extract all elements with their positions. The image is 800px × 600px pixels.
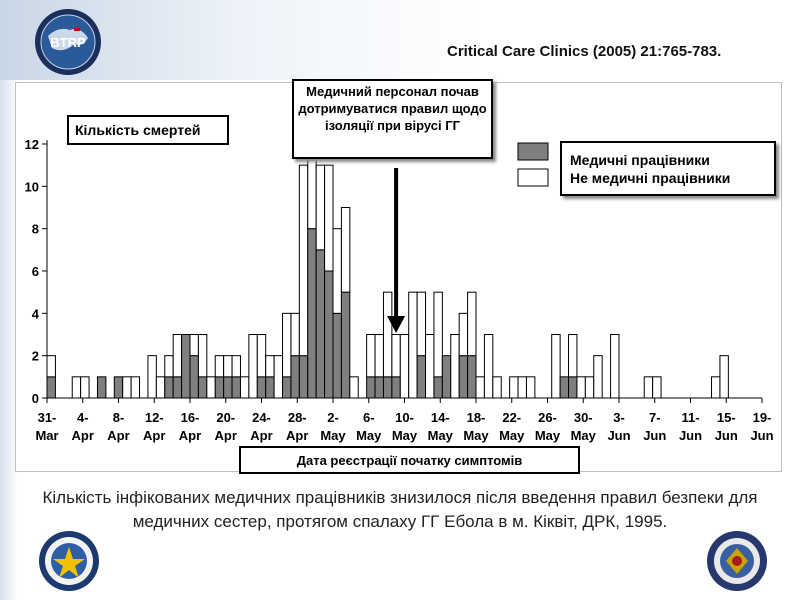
x-tick-label-day: 4- xyxy=(76,410,89,425)
x-tick-label-month: May xyxy=(391,428,418,443)
x-axis-label: Дата реєстрації початку симптомів xyxy=(239,446,580,474)
bar-non-health-workers xyxy=(400,335,408,399)
bar-non-health-workers xyxy=(72,377,80,398)
dod-seal-icon xyxy=(38,530,100,592)
bar-non-health-workers xyxy=(459,313,467,355)
bar-health-workers xyxy=(291,356,299,398)
bar-health-workers xyxy=(367,377,375,398)
bar-non-health-workers xyxy=(165,356,173,377)
x-tick-label-month: Jun xyxy=(750,428,774,443)
bar-non-health-workers xyxy=(131,377,139,398)
bar-non-health-workers xyxy=(468,292,476,356)
legend xyxy=(560,141,776,196)
bar-non-health-workers xyxy=(173,335,181,377)
x-tick-label-day: 22- xyxy=(502,410,522,425)
bar-non-health-workers xyxy=(653,377,661,398)
x-tick-label-month: Jun xyxy=(714,428,738,443)
bar-health-workers xyxy=(569,377,577,398)
bar-health-workers xyxy=(224,377,232,398)
y-tick-label: 8 xyxy=(31,221,39,237)
bar-non-health-workers xyxy=(367,335,375,377)
dtra-seal-icon xyxy=(706,530,768,592)
bar-health-workers xyxy=(459,356,467,398)
bar-health-workers xyxy=(232,377,240,398)
bar-non-health-workers xyxy=(224,356,232,377)
y-tick-label: 4 xyxy=(31,306,39,322)
x-tick-label-day: 20- xyxy=(216,410,236,425)
bar-health-workers xyxy=(375,377,383,398)
bar-non-health-workers xyxy=(712,377,720,398)
bar-health-workers xyxy=(165,377,173,398)
x-tick-label-month: May xyxy=(570,428,596,443)
bar-health-workers xyxy=(417,356,425,398)
x-tick-label-month: May xyxy=(427,428,453,443)
bar-health-workers xyxy=(392,377,400,398)
bar-health-workers xyxy=(173,377,181,398)
legend-swatches xyxy=(518,143,548,186)
x-tick-label-day: 24- xyxy=(252,410,271,425)
bar-non-health-workers xyxy=(526,377,534,398)
y-axis xyxy=(25,137,47,406)
bar-non-health-workers xyxy=(156,377,164,398)
legend-item-non-health-workers: Не медичні працівники xyxy=(570,170,731,186)
x-tick-label-day: 30- xyxy=(573,410,593,425)
legend-swatch-health-workers xyxy=(518,143,548,160)
bar-health-workers xyxy=(198,377,206,398)
bar-health-workers xyxy=(190,356,198,398)
x-tick-label-day: 3- xyxy=(613,410,625,425)
bar-health-workers xyxy=(97,377,105,398)
bar-health-workers xyxy=(442,356,450,398)
x-tick-label-month: Jun xyxy=(643,428,667,443)
x-tick-label-month: Apr xyxy=(214,428,237,443)
logo-text: BTRP xyxy=(50,35,86,50)
y-tick-label: 2 xyxy=(31,348,39,364)
x-tick-label-day: 8- xyxy=(112,410,125,425)
bar-non-health-workers xyxy=(333,229,341,314)
bar-health-workers xyxy=(182,335,190,399)
y-tick-label: 6 xyxy=(31,264,39,279)
bar-non-health-workers xyxy=(123,377,131,398)
bar-non-health-workers xyxy=(341,208,349,293)
bar-health-workers xyxy=(257,377,265,398)
bar-non-health-workers xyxy=(426,335,434,399)
bar-health-workers xyxy=(299,356,307,398)
x-tick-label-day: 18- xyxy=(466,410,486,425)
x-tick-label-month: May xyxy=(534,428,561,443)
x-tick-label-day: 16- xyxy=(180,410,200,425)
x-tick-label-day: 2- xyxy=(327,410,339,425)
bar-non-health-workers xyxy=(215,356,223,377)
citation-text: Critical Care Clinics (2005) 21:765-783. xyxy=(447,43,722,60)
x-tick-label-month: Apr xyxy=(143,428,166,443)
bar-non-health-workers xyxy=(409,292,417,398)
bar-non-health-workers xyxy=(291,313,299,355)
bar-non-health-workers xyxy=(240,377,248,398)
x-tick-label-month: Apr xyxy=(107,428,130,443)
bar-health-workers xyxy=(325,271,333,398)
y-tick-label: 0 xyxy=(31,391,39,406)
bar-non-health-workers xyxy=(577,377,585,398)
bar-non-health-workers xyxy=(611,335,619,399)
bar-non-health-workers xyxy=(552,335,560,399)
bar-non-health-workers xyxy=(198,335,206,377)
bar-health-workers xyxy=(383,377,391,398)
y-tick-label: 12 xyxy=(24,137,39,152)
x-axis xyxy=(35,398,773,443)
bar-non-health-workers xyxy=(81,377,89,398)
bar-non-health-workers xyxy=(190,335,198,356)
bar-non-health-workers xyxy=(518,377,526,398)
bar-non-health-workers xyxy=(476,377,484,398)
bar-non-health-workers xyxy=(316,165,324,250)
bar-health-workers xyxy=(215,377,223,398)
x-tick-label-month: May xyxy=(463,428,489,443)
x-tick-label-day: 19- xyxy=(752,410,772,425)
x-tick-label-month: Mar xyxy=(35,428,59,443)
legend-swatch-non-health-workers xyxy=(518,169,548,186)
bar-non-health-workers xyxy=(484,335,492,399)
bar-non-health-workers xyxy=(375,335,383,377)
x-tick-label-day: 6- xyxy=(362,410,375,425)
bar-non-health-workers xyxy=(232,356,240,377)
bar-health-workers xyxy=(283,377,291,398)
bar-non-health-workers xyxy=(325,165,333,271)
x-tick-label-month: May xyxy=(499,428,525,443)
x-tick-label-month: Apr xyxy=(286,428,309,443)
bar-non-health-workers xyxy=(274,356,282,398)
bar-non-health-workers xyxy=(257,335,265,377)
bar-non-health-workers xyxy=(47,356,55,377)
bar-non-health-workers xyxy=(299,165,307,356)
x-tick-label-month: Jun xyxy=(678,428,703,443)
x-tick-label-day: 28- xyxy=(287,410,307,425)
bar-health-workers xyxy=(341,292,349,398)
bar-health-workers xyxy=(434,377,442,398)
bar-health-workers xyxy=(308,229,316,398)
x-tick-label-day: 15- xyxy=(716,410,736,425)
x-tick-label-month: Jun xyxy=(607,428,631,443)
bar-non-health-workers xyxy=(392,335,400,377)
bar-health-workers xyxy=(47,377,55,398)
bar-non-health-workers xyxy=(207,377,215,398)
caption: Кількість інфікованих медичних працівників знизилося після введення правил безпеки для медичних сестер, протягом спалаху ГГ Ебола в м. Кіквіт, ДРК, 1995. xyxy=(42,488,758,531)
bar-non-health-workers xyxy=(266,356,274,377)
x-tick-label-day: 10- xyxy=(395,410,414,425)
y-tick-label: 10 xyxy=(24,179,39,195)
x-tick-label-day: 26- xyxy=(538,410,557,425)
x-tick-label-day: 12- xyxy=(144,410,164,425)
bar-non-health-workers xyxy=(383,292,391,377)
bar-health-workers xyxy=(333,313,341,398)
x-tick-label-day: 14- xyxy=(430,410,450,425)
x-tick-label-month: May xyxy=(356,428,382,443)
bar-non-health-workers xyxy=(644,377,652,398)
bar-non-health-workers xyxy=(585,377,593,398)
bar-non-health-workers xyxy=(417,292,425,356)
bar-non-health-workers xyxy=(569,335,577,377)
bar-health-workers xyxy=(114,377,122,398)
bar-health-workers xyxy=(316,250,324,398)
bar-non-health-workers xyxy=(148,356,156,398)
bar-non-health-workers xyxy=(594,356,602,398)
bar-health-workers xyxy=(560,377,568,398)
annotation-box: Медичний персонал почав дотримуватися правил щодо ізоляції при вірусі ГГ xyxy=(292,79,493,159)
x-tick-label-day: 31- xyxy=(37,410,57,425)
bar-non-health-workers xyxy=(434,292,442,377)
bar-non-health-workers xyxy=(249,335,257,399)
y-axis-label: Кількість смертей xyxy=(67,115,229,145)
bar-non-health-workers xyxy=(451,335,459,399)
bar-non-health-workers xyxy=(493,377,501,398)
bar-non-health-workers xyxy=(350,377,358,398)
x-tick-label-day: 11- xyxy=(681,410,700,425)
x-tick-label-month: Apr xyxy=(71,428,94,443)
bar-non-health-workers xyxy=(283,313,291,377)
x-tick-label-month: Apr xyxy=(178,428,202,443)
bar-health-workers xyxy=(468,356,476,398)
x-tick-label-month: Apr xyxy=(250,428,273,443)
bar-non-health-workers xyxy=(510,377,518,398)
legend-item-health-workers: Медичні працівники xyxy=(570,152,710,168)
bar-health-workers xyxy=(266,377,274,398)
x-tick-label-month: May xyxy=(320,428,346,443)
bar-non-health-workers xyxy=(720,356,728,398)
x-tick-label-day: 7- xyxy=(648,410,661,425)
